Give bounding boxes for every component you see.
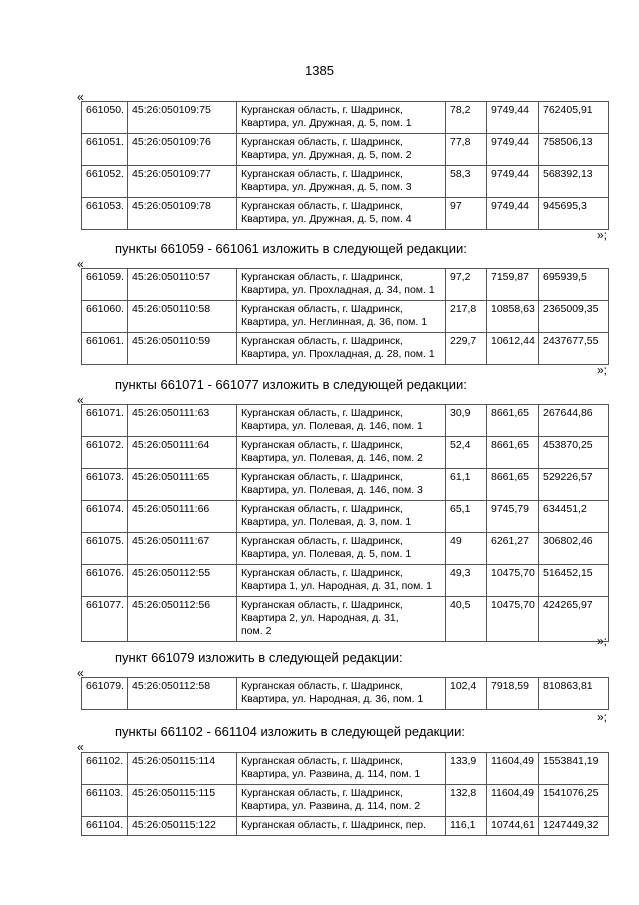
cadastral-number: 45:26:050115:114 [128, 753, 237, 785]
page-number: 1385 [305, 63, 334, 78]
area: 229,7 [446, 333, 487, 365]
address [237, 405, 446, 437]
table-row [82, 166, 609, 198]
area: 40,5 [446, 597, 487, 642]
table-row [82, 301, 609, 333]
table-row [82, 565, 609, 597]
amendment-instruction: пункт 661079 изложить в следующей редакции: [115, 650, 403, 665]
address-line: пом. 2 [241, 625, 272, 637]
item-number: 661059. [82, 269, 128, 301]
rate: 8661,65 [487, 405, 539, 437]
item-number: 661073. [82, 469, 128, 501]
quote-close: »; [597, 363, 608, 377]
item-number: 661077. [82, 597, 128, 642]
rate: 11604,49 [487, 785, 539, 817]
area: 49,3 [446, 565, 487, 597]
item-number: 661050. [82, 102, 128, 134]
cadastral-value: 529226,57 [539, 469, 609, 501]
address-line: Курганская область, г. Шадринск, [241, 503, 403, 515]
cadastral-value: 1247449,32 [539, 817, 609, 836]
table-row [82, 785, 609, 817]
records-table [81, 101, 609, 230]
records-table [81, 752, 609, 836]
address-line: Курганская область, г. Шадринск, [241, 471, 403, 483]
address-line: Квартира, ул. Дружная, д. 5, пом. 4 [241, 213, 412, 225]
cadastral-value: 2437677,55 [539, 333, 609, 365]
item-number: 661102. [82, 753, 128, 785]
address [237, 469, 446, 501]
table-row [82, 533, 609, 565]
cadastral-value: 758506,13 [539, 134, 609, 166]
cadastral-number: 45:26:050115:115 [128, 785, 237, 817]
address-line: Квартира, ул. Дружная, д. 5, пом. 3 [241, 181, 412, 193]
item-number: 661052. [82, 166, 128, 198]
table-row [82, 102, 609, 134]
quote-close: »; [597, 228, 608, 242]
table-row [82, 501, 609, 533]
cadastral-number: 45:26:050109:75 [128, 102, 237, 134]
amendment-instruction: пункты 661102 - 661104 изложить в следующей редакции: [115, 724, 465, 739]
area: 58,3 [446, 166, 487, 198]
address-line: Курганская область, г. Шадринск, [241, 787, 403, 799]
address-line: Курганская область, г. Шадринск, пер. [241, 819, 426, 831]
address-line: Квартира 2, ул. Народная, д. 31, [241, 612, 399, 624]
address-line: Курганская область, г. Шадринск, [241, 407, 403, 419]
item-number: 661075. [82, 533, 128, 565]
quote-open: « [77, 740, 84, 754]
item-number: 661061. [82, 333, 128, 365]
cadastral-value: 695939,5 [539, 269, 609, 301]
cadastral-number: 45:26:050110:59 [128, 333, 237, 365]
address-line: Квартира, ул. Полевая, д. 5, пом. 1 [241, 548, 412, 560]
address [237, 533, 446, 565]
cadastral-number: 45:26:050111:66 [128, 501, 237, 533]
address-line: Курганская область, г. Шадринск, [241, 200, 403, 212]
rate: 9749,44 [487, 134, 539, 166]
address [237, 678, 446, 710]
area: 116,1 [446, 817, 487, 836]
cadastral-number: 45:26:050110:58 [128, 301, 237, 333]
address [237, 102, 446, 134]
area: 65,1 [446, 501, 487, 533]
table-row [82, 469, 609, 501]
rate: 9749,44 [487, 198, 539, 230]
rate: 8661,65 [487, 469, 539, 501]
rate: 11604,49 [487, 753, 539, 785]
address-line: Курганская область, г. Шадринск, [241, 439, 403, 451]
cadastral-number: 45:26:050111:63 [128, 405, 237, 437]
rate: 7159,87 [487, 269, 539, 301]
cadastral-number: 45:26:050109:78 [128, 198, 237, 230]
cadastral-number: 45:26:050112:56 [128, 597, 237, 642]
table-row [82, 817, 609, 836]
cadastral-value: 1553841,19 [539, 753, 609, 785]
address-line: Курганская область, г. Шадринск, [241, 567, 403, 579]
address [237, 785, 446, 817]
rate: 6261,27 [487, 533, 539, 565]
address-line: Курганская область, г. Шадринск, [241, 104, 403, 116]
quote-open: « [77, 666, 84, 680]
address-line: Квартира, ул. Народная, д. 36, пом. 1 [241, 693, 424, 705]
quote-open: « [77, 393, 84, 407]
address-line: Квартира, ул. Полевая, д. 146, пом. 2 [241, 452, 423, 464]
area: 77,8 [446, 134, 487, 166]
cadastral-value: 306802,46 [539, 533, 609, 565]
item-number: 661074. [82, 501, 128, 533]
address [237, 269, 446, 301]
area: 52,4 [446, 437, 487, 469]
address [237, 565, 446, 597]
cadastral-value: 568392,13 [539, 166, 609, 198]
address-line: Курганская область, г. Шадринск, [241, 271, 403, 283]
address-line: Курганская область, г. Шадринск, [241, 599, 403, 611]
address [237, 437, 446, 469]
rate: 10858,63 [487, 301, 539, 333]
rate: 9745,79 [487, 501, 539, 533]
address-line: Курганская область, г. Шадринск, [241, 535, 403, 547]
cadastral-number: 45:26:050111:65 [128, 469, 237, 501]
address [237, 134, 446, 166]
area: 61,1 [446, 469, 487, 501]
table-row [82, 269, 609, 301]
quote-close: »; [597, 710, 608, 724]
rate: 9749,44 [487, 102, 539, 134]
quote-open: « [77, 90, 84, 104]
cadastral-number: 45:26:050111:67 [128, 533, 237, 565]
address-line: Курганская область, г. Шадринск, [241, 755, 403, 767]
area: 133,9 [446, 753, 487, 785]
address-line: Курганская область, г. Шадринск, [241, 136, 403, 148]
item-number: 661071. [82, 405, 128, 437]
cadastral-value: 453870,25 [539, 437, 609, 469]
area: 217,8 [446, 301, 487, 333]
cadastral-value: 516452,15 [539, 565, 609, 597]
cadastral-value: 762405,91 [539, 102, 609, 134]
address-line: Квартира, ул. Развина, д. 114, пом. 1 [241, 768, 421, 780]
cadastral-number: 45:26:050115:122 [128, 817, 237, 836]
records-table [81, 404, 609, 642]
rate: 7918,59 [487, 678, 539, 710]
area: 132,8 [446, 785, 487, 817]
cadastral-value: 810863,81 [539, 678, 609, 710]
rate: 10475,70 [487, 565, 539, 597]
cadastral-value: 1541076,25 [539, 785, 609, 817]
rate: 9749,44 [487, 166, 539, 198]
cadastral-number: 45:26:050109:77 [128, 166, 237, 198]
address-line: Квартира, ул. Дружная, д. 5, пом. 2 [241, 149, 412, 161]
area: 30,9 [446, 405, 487, 437]
item-number: 661079. [82, 678, 128, 710]
table-row [82, 333, 609, 365]
address-line: Курганская область, г. Шадринск, [241, 335, 403, 347]
table-row [82, 405, 609, 437]
address [237, 501, 446, 533]
item-number: 661072. [82, 437, 128, 469]
address-line: Курганская область, г. Шадринск, [241, 303, 403, 315]
area: 78,2 [446, 102, 487, 134]
quote-open: « [77, 257, 84, 271]
cadastral-value: 945695,3 [539, 198, 609, 230]
item-number: 661053. [82, 198, 128, 230]
cadastral-number: 45:26:050112:55 [128, 565, 237, 597]
cadastral-value: 424265,97 [539, 597, 609, 642]
amendment-instruction: пункты 661071 - 661077 изложить в следующей редакции: [115, 377, 467, 392]
address [237, 817, 446, 836]
cadastral-number: 45:26:050109:76 [128, 134, 237, 166]
records-table [81, 677, 609, 710]
item-number: 661076. [82, 565, 128, 597]
address [237, 753, 446, 785]
address [237, 198, 446, 230]
address-line: Квартира, ул. Неглинная, д. 36, пом. 1 [241, 316, 428, 328]
table-row [82, 198, 609, 230]
cadastral-number: 45:26:050112:58 [128, 678, 237, 710]
address-line: Квартира, ул. Прохладная, д. 34, пом. 1 [241, 284, 435, 296]
item-number: 661103. [82, 785, 128, 817]
cadastral-number: 45:26:050110:57 [128, 269, 237, 301]
address-line: Квартира 1, ул. Народная, д. 31, пом. 1 [241, 580, 432, 592]
cadastral-value: 634451,2 [539, 501, 609, 533]
address [237, 166, 446, 198]
area: 49 [446, 533, 487, 565]
address [237, 301, 446, 333]
amendment-instruction: пункты 661059 - 661061 изложить в следующей редакции: [115, 241, 467, 256]
address-line: Квартира, ул. Прохладная, д. 28, пом. 1 [241, 348, 435, 360]
quote-close: »; [597, 634, 608, 648]
address-line: Курганская область, г. Шадринск, [241, 168, 403, 180]
address [237, 597, 446, 642]
records-table [81, 268, 609, 365]
rate: 10475,70 [487, 597, 539, 642]
item-number: 661051. [82, 134, 128, 166]
rate: 10612,44 [487, 333, 539, 365]
table-row [82, 678, 609, 710]
address-line: Квартира, ул. Полевая, д. 146, пом. 3 [241, 484, 423, 496]
address [237, 333, 446, 365]
address-line: Курганская область, г. Шадринск, [241, 680, 403, 692]
cadastral-number: 45:26:050111:64 [128, 437, 237, 469]
cadastral-value: 267644,86 [539, 405, 609, 437]
table-row [82, 134, 609, 166]
table-row [82, 437, 609, 469]
table-row [82, 753, 609, 785]
area: 97,2 [446, 269, 487, 301]
rate: 10744,61 [487, 817, 539, 836]
cadastral-value: 2365009,35 [539, 301, 609, 333]
item-number: 661104. [82, 817, 128, 836]
area: 97 [446, 198, 487, 230]
item-number: 661060. [82, 301, 128, 333]
address-line: Квартира, ул. Развина, д. 114, пом. 2 [241, 800, 421, 812]
address-line: Квартира, ул. Полевая, д. 3, пом. 1 [241, 516, 412, 528]
table-row [82, 597, 609, 642]
address-line: Квартира, ул. Полевая, д. 146, пом. 1 [241, 420, 423, 432]
address-line: Квартира, ул. Дружная, д. 5, пом. 1 [241, 117, 412, 129]
area: 102,4 [446, 678, 487, 710]
rate: 8661,65 [487, 437, 539, 469]
